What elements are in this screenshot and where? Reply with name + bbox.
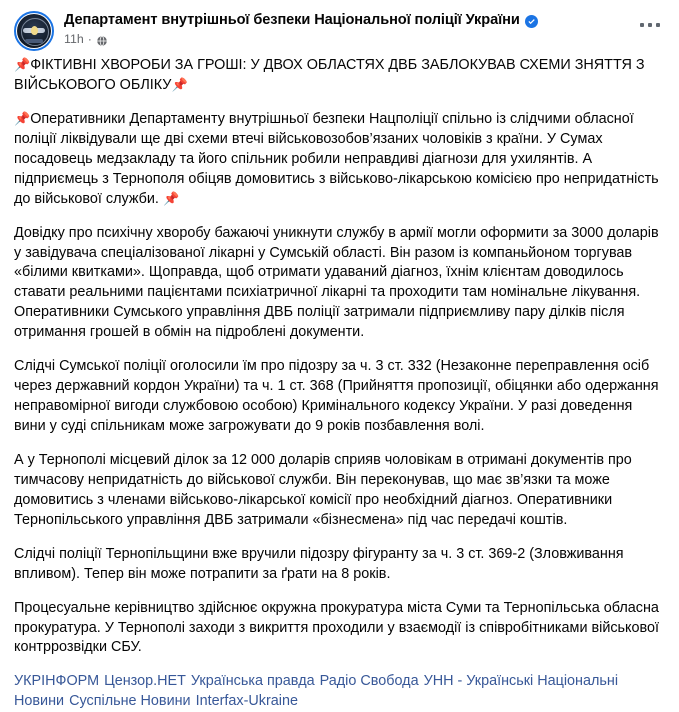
post-meta (64, 32, 538, 47)
post-paragraph-text: Оперативники Департаменту внутрішньої безпеки Нацполіції спільно із слідчими обласної поліції ліквідували ще дві схеми втечі військовозобов’язаних чоловіків з країни. У Сумах посадовець медзакладу та його спільник робили неправдиві діагнози для ухилянтів. А підприємець з Тернополя обіцяв домовитись з військово-лікарською комісією про непридатність до військової служби. (14, 110, 659, 207)
post-paragraph (14, 357, 665, 437)
source-link[interactable]: Цензор.НЕТ (104, 673, 186, 690)
globe-public-icon[interactable] (96, 35, 108, 47)
source-link[interactable]: Interfax-Ukraine (195, 693, 298, 710)
post-paragraph (14, 224, 665, 344)
post-paragraph (14, 110, 665, 210)
page-name-row (64, 11, 538, 29)
post-paragraph-text: Довідку про психічну хворобу бажаючі уникнути службу в армії могли оформити за 3000 доларів у завідувача спеціалізованої лікарні у Сумській області. Він разом із компаньйоном торгував «білими квитками». Щоправда, щоб отримати удаваний діагноз, їхнім клієнтам доводилось ставати реальними пацієнтами психіатричної лікарні та проходити там номінальне лікування. Оперативники Сумського управління ДВБ поліції затримали підприємливу пару ділків після отримання грошей в обмін на підроблені документи. (14, 224, 659, 341)
post-header (0, 0, 679, 52)
post-paragraph (14, 599, 665, 659)
source-link[interactable]: Суспільне Новини (69, 693, 191, 710)
pushpin-icon: 📌 (14, 110, 31, 126)
pushpin-icon: 📌 (171, 76, 188, 92)
post-paragraph (14, 451, 665, 531)
post-paragraph-text: Процесуальне керівництво здійснює окружна прокуратура міста Суми та Тернопільська обласна прокуратура. У Тернополі заходи з викриття проходили у взаємодії із співробітниками військової контррозвідки СБУ. (14, 599, 659, 656)
page-avatar-emblem-icon (17, 14, 51, 48)
post-body (0, 52, 679, 712)
post-paragraph-text: А у Тернополі місцевий ділок за 12 000 доларів сприяв чоловікам в отримані документів про тимчасову непридатність до військової служби. Він переконував, що має зв’язки та може домовитись з членами військово-лікарської комісії про необхідний діагноз. Оперативники Тернопільського управління ДВБ затримали «бізнесмена» під час передачі коштів. (14, 451, 632, 528)
pushpin-icon: 📌 (162, 190, 180, 206)
source-links (14, 672, 665, 712)
source-link[interactable]: УКРІНФОРМ (14, 673, 100, 690)
post-paragraph-text: Слідчі поліції Тернопільщини вже вручили підозру фігуранту за ч. 3 ст. 369-2 (Зловживання впливом). Тепер він може потрапити за ґрати на 8 років. (14, 545, 624, 582)
post-timestamp[interactable]: 11h (64, 32, 84, 46)
post-paragraph (14, 545, 665, 585)
verified-badge-icon (525, 15, 538, 28)
post-header-text (64, 10, 538, 47)
source-link[interactable]: Українська правда (190, 673, 315, 690)
source-link[interactable]: УНН - Українські Національні Новини (14, 673, 619, 710)
pushpin-icon: 📌 (14, 57, 31, 72)
source-link[interactable]: Радіо Свобода (319, 673, 419, 690)
page-name[interactable]: Департамент внутрішньої безпеки Національної поліції України (64, 12, 520, 28)
post-headline (14, 56, 665, 96)
ellipsis-horizontal-icon[interactable] (635, 16, 665, 34)
meta-separator: · (87, 32, 92, 47)
post-headline-text: ФІКТИВНІ ХВОРОБИ ЗА ГРОШІ: У ДВОХ ОБЛАСТЯХ ДВБ ЗАБЛОКУВАВ СХЕМИ ЗНЯТТЯ З ВІЙСЬКОВОГО ОБЛІКУ (14, 57, 645, 93)
avatar[interactable] (14, 11, 54, 51)
post-paragraph-text: Слідчі Сумської поліції оголосили їм про підозру за ч. 3 ст. 332 (Незаконне переправлення осіб через державний кордон України) та ч. 1 ст. 368 (Прийняття пропозиції, обіцянки або одержання неправомірної вигоди службовою особою) Кримінального кодексу України. У разі доведення вини у суді спільникам може загрожувати до 9 років позбавлення волі. (14, 358, 659, 434)
